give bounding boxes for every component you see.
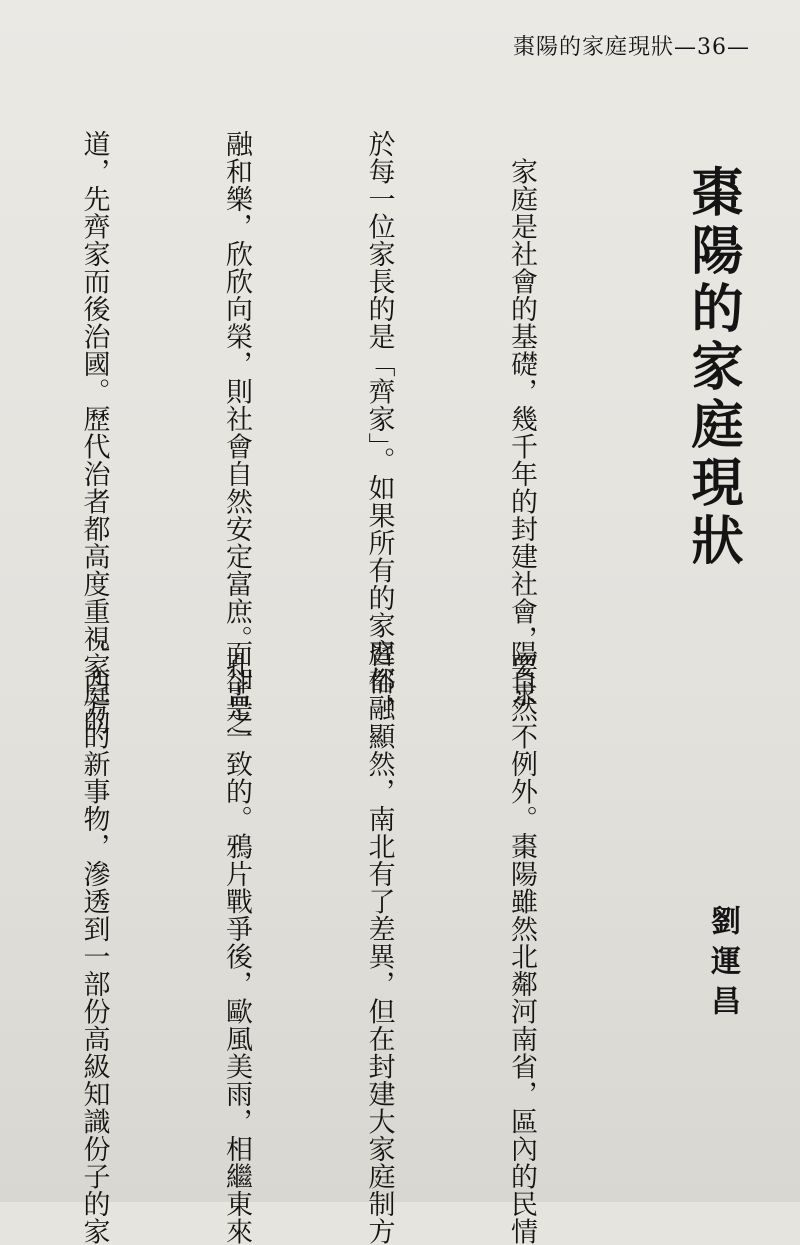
text-column: 陽自然不例外。棗陽雖然北鄰河南省，區內的民情	[506, 640, 537, 1245]
author-name: 劉運昌	[705, 905, 740, 1025]
text-column: 融和樂，欣欣向榮，則社會自然安定富庶。孔孟之	[221, 130, 252, 735]
running-header: 棗陽的家庭現狀—36—	[513, 35, 750, 60]
text-column: 家庭是社會的基礎，幾千年的封建社會，要求	[506, 130, 537, 708]
text-column: 於每一位家長的是「齊家」。如果所有的家庭都融	[363, 130, 395, 722]
text-column: 。西方的新事物，滲透到一部份高級知識份子的家	[78, 640, 110, 1245]
body-text-bottom	[0, 640, 640, 1245]
text-column: 道，先齊家而後治國。歷代治者都高度重視家庭的	[78, 130, 110, 735]
body-text-top	[0, 130, 640, 735]
text-column: 面卻是一致的。鴉片戰爭後，歐風美雨，相繼東來	[221, 640, 252, 1245]
text-column: 習俗，顯然，南北有了差異，但在封建大家庭制方	[363, 640, 395, 1245]
article-title: 棗陽的家庭現狀	[682, 165, 742, 571]
